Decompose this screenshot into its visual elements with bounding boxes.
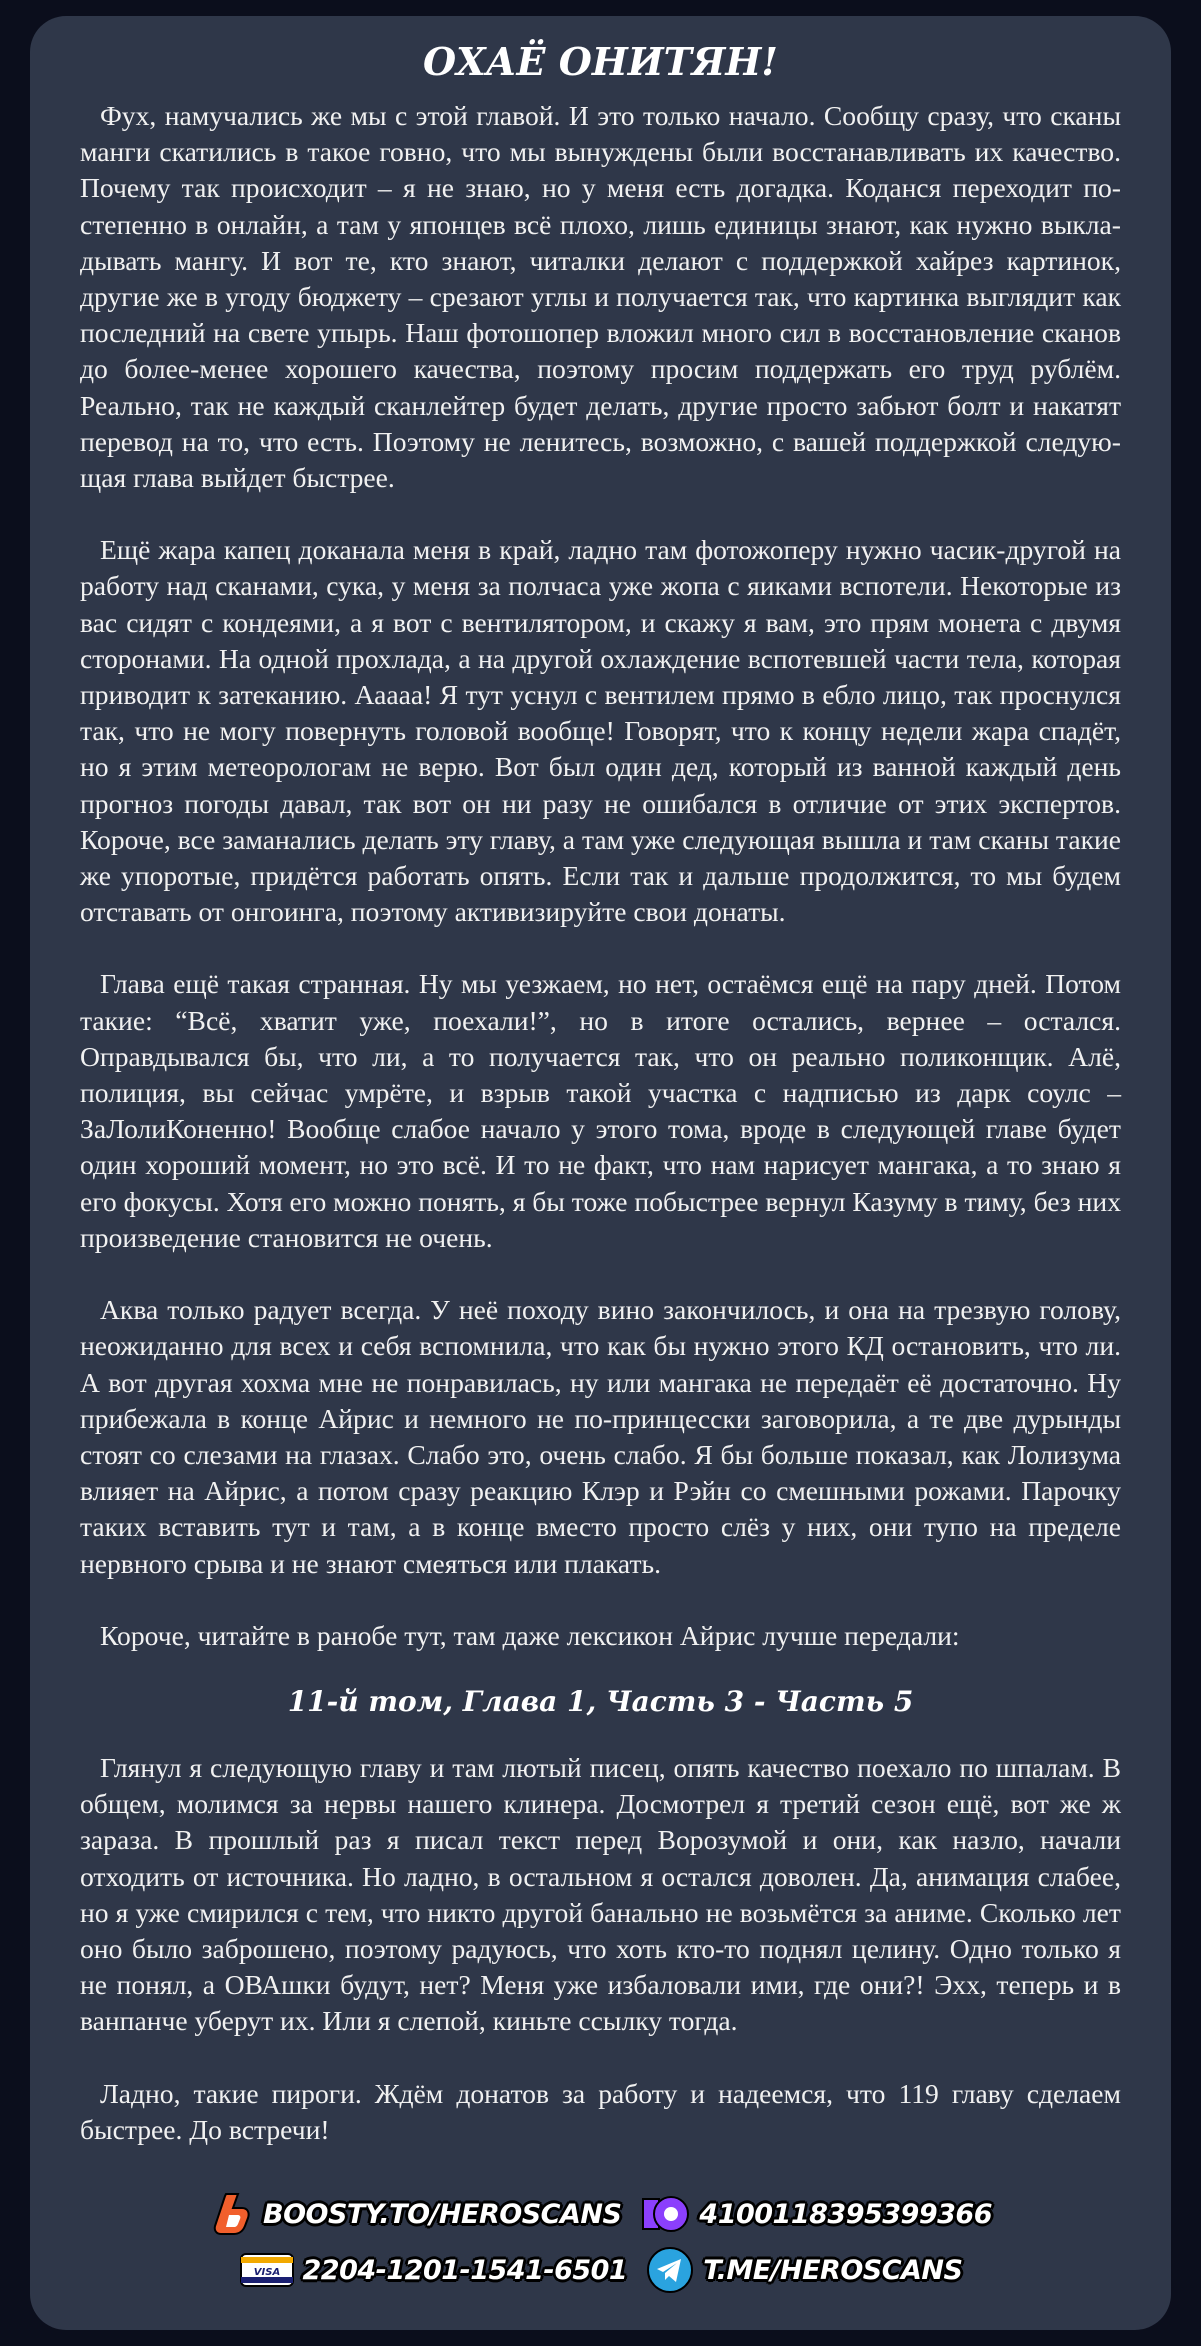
telegram-link-text: T.ME/HEROSCANS [703, 2254, 963, 2286]
bank-card-number: 2204-1201-1541-6501 [302, 2254, 628, 2286]
telegram-link[interactable] [645, 2245, 962, 2295]
yoomoney-icon [639, 2191, 691, 2237]
chapter-reference: 11-й том, Глава 1, Часть 3 - Часть 5 [287, 1684, 914, 1718]
contacts-row-bottom [30, 2242, 1171, 2298]
notes-card [30, 16, 1171, 2330]
bank-card[interactable] [239, 2247, 628, 2293]
telegram-icon [645, 2245, 695, 2295]
svg-text:VISA: VISA [253, 2267, 280, 2278]
page-title: ОХАЁ ОНИТЯН! [422, 39, 778, 84]
contacts-row-top [30, 2186, 1171, 2242]
paragraph: Фух, намучались же мы с этой главой. И это только начало. Сообщу сразу, что сканы манги скатились в такое говно, что мы вынуждены были восстанавливать их качество. Почему так происходит – я не знаю, но у меня есть догадка. Коданся переходит постепенно в онлайн, а там у японцев всё плохо, лишь единицы знают, как нужно выкладывать мангу. И вот те, кто знают, читалки делают с поддержкой хайрез картинок, другие же в угоду бюджету – срезают углы и получается так, что картинка выглядит как последний на свете упырь. Наш фотошопер вложил много сил в восстановление сканов до более-менее хорошего качества, поэтому просим поддержать его труд рублём. Реально, так не каждый сканлейтер будет делать, другие просто забьют болт и накатят перевод на то, что есть. Поэтому не ленитесь, возможно, с вашей поддержкой следующая глава выйдет быстрее. [80, 100, 1121, 494]
visa-card-icon [239, 2247, 295, 2293]
boosty-link-text: BOOSTY.TO/HEROSCANS [263, 2198, 622, 2230]
paragraph: Ещё жара капец доканала меня в край, ладно там фотожоперу нужно часик-другой на работу над сканами, сука, у меня за полчаса уже жопа с яиками вспотели. Некоторые из вас сидят с кондеями, а я вот с вентилятором, и скажу я вам, это прям монета с двумя сторонами. На одной прохлада, а на другой охлаждение вспотевшей части тела, которая приводит к затеканию. Ааааа! Я тут уснул с вентилем прямо в ебло лицо, так проснулся так, что не могу повернуть головой вообще! Говорят, что к концу недели жара спадёт, но я этим метеорологам не верю. Вот был один дед, который из ванной каждый день прогноз погоды давал, так вот он ни разу не ошибался в отличие от этих экспертов. Короче, все заманались делать эту главу, а там уже следующая вышла и там сканы такие же упоротые, придётся работать опять. Если так и дальше продолжится, то мы будем отставать от онгоинга, поэтому активизируйте свои донаты. [80, 534, 1121, 928]
boosty-icon [209, 2191, 255, 2237]
yoomoney-wallet-number: 4100118395399366 [699, 2198, 992, 2230]
contacts-footer [30, 2186, 1171, 2298]
paragraph: Глава ещё такая странная. Ну мы уезжаем, но нет, остаёмся ещё на пару дней. Потом такие: “Всё, хватит уже, поехали!”, но в итоге остались, вернее – остался. Оправдывался бы, что ли, а то получается так, что он реально поликонщик. Алё, полиция, вы сейчас умрёте, и взрыв такой участка с надписью из дарк соулс – ЗаЛолиКоненно! Вообще слабое начало у этого тома, вроде в следующей главе будет один хороший момент, но это всё. И то не факт, что нам нарисует мангака, а то знаю я его фокусы. Хотя его можно понять, я бы тоже побыстрее вернул Казуму в тиму, без них произведение становится не очень. [80, 968, 1121, 1253]
yoomoney-wallet[interactable] [639, 2191, 992, 2237]
paragraph: Глянул я следующую главу и там лютый писец, опять качество поехало по шпалам. В общем, молимся за нервы нашего клинера. Досмотрел я третий сезон ещё, вот же ж зараза. В прошлый раз я писал текст перед Ворозумой и они, как назло, начали отходить от источника. Но ладно, в остальном я остался доволен. Да, анимация слабее, но я уже смирился с тем, что никто другой банально не возьмётся за аниме. Сколько лет оно было заброшено, поэтому радуюсь, что хоть кто-то поднял целину. Одно только я не понял, а ОВАшки будут, нет? Меня уже избаловали ими, где они?! Эхх, теперь и в ванпанче уберут их. Или я слепой, киньте ссылку тогда. [80, 1751, 1121, 2037]
paragraph: Аква только радует всегда. У неё походу вино закончилось, и она на трезвую голову, неожиданно для всех и себя вспомнила, что как бы нужно этого КД остановить, что ли. А вот другая хохма мне не понравилась, ну или мангака не передаёт её достаточно. Ну прибежала в конце Айрис и немного не по-принцесски заговорила, а те две дурынды стоят со слезами на глазах. Слабо это, очень слабо. Я бы больше показал, как Лолизума влияет на Айрис, а потом сразу реакцию Клэр и Рэйн со смешными рожами. Парочку таких вставить тут и там, а в конце вместо просто слёз у них, они тупо на пределе нервного срыва и не знают смеяться или плакать. [80, 1294, 1121, 1579]
boosty-link[interactable] [209, 2191, 621, 2237]
paragraph: Ладно, такие пироги. Ждём донатов за работу и надеемся, что 119 главу сделаем быстрее. До встречи! [80, 2077, 1121, 2145]
paragraph: Короче, читайте в ранобе тут, там даже лексикон Айрис лучше передали: [100, 1619, 960, 1651]
